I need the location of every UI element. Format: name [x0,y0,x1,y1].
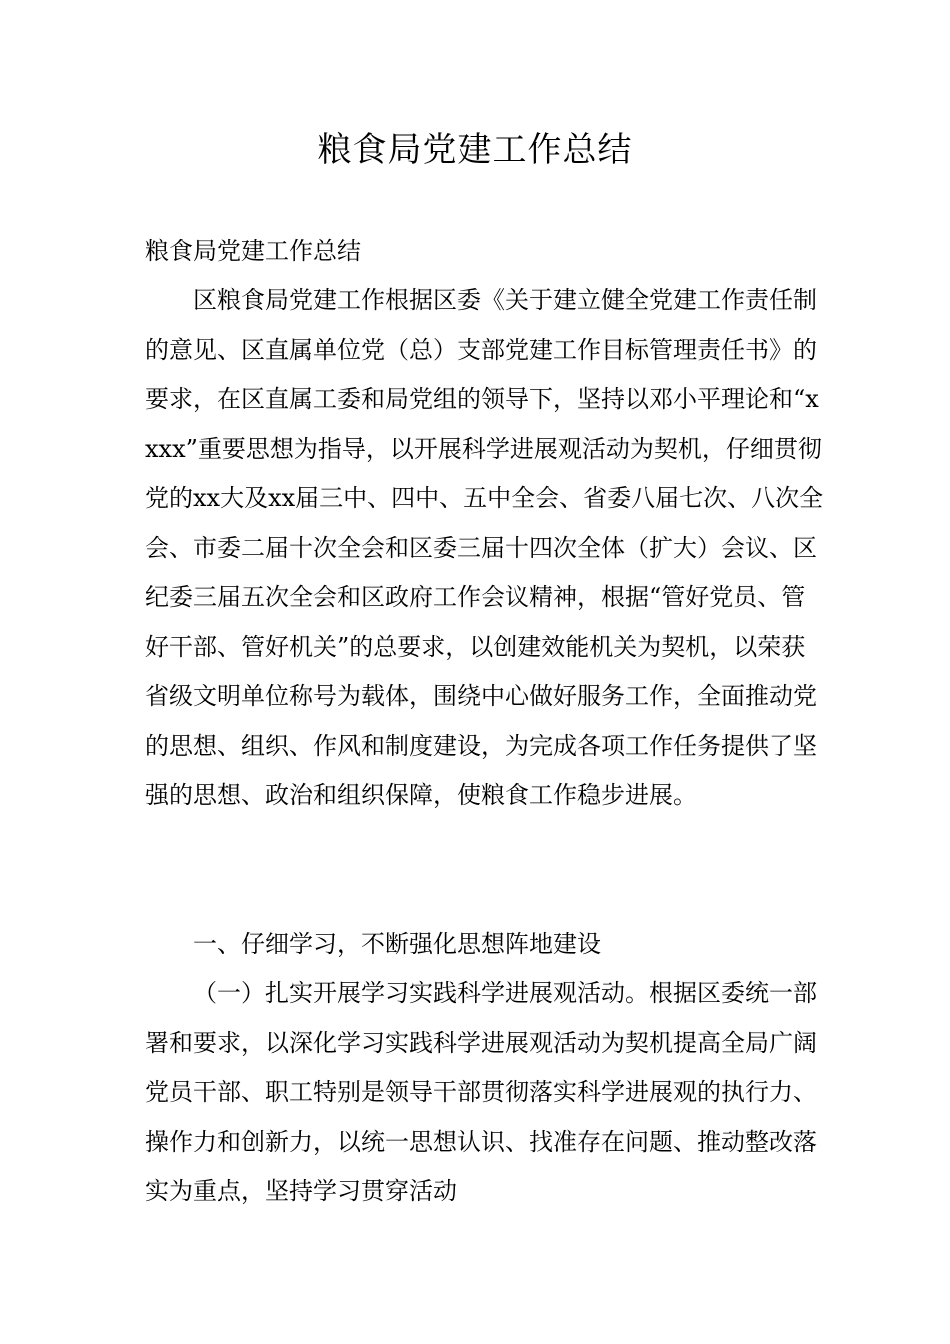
document-subtitle: 粮食局党建工作总结 [145,237,361,265]
paragraph-intro: 区粮食局党建工作根据区委《关于建立健全党建工作责任制的意见、区直属单位党（总）支部党建工作目标管理责任书》的要求，在区直属工委和局党组的领导下，坚持以邓小平理论和“xxxx”重要思想为指导，以开展科学进展观活动为契机，仔细贯彻党的xx大及xx届三中、四中、五中全会、省委八届七次、八次全会、市委二届十次全会和区委三届十四次全体（扩大）会议、区纪委三届五次全会和区政府工作会议精神，根据“管好党员、管好干部、管好机关”的总要求，以创建效能机关为契机，以荣获省级文明单位称号为载体，围绕中心做好服务工作，全面推动党的思想、组织、作风和制度建设，为完成各项工作任务提供了坚强的思想、政治和组织保障，使粮食工作稳步进展。 [145,286,824,809]
section-heading-1: 一、仔细学习，不断强化思想阵地建设 [193,930,601,958]
paragraph-section-1-1: （一）扎实开展学习实践科学进展观活动。根据区委统一部署和要求，以深化学习实践科学进展观活动为契机提高全局广阔党员干部、职工特别是领导干部贯彻落实科学进展观的执行力、操作力和创新力，以统一思想认识、找准存在问题、推动整改落实为重点，坚持学习贯穿活动 [145,979,817,1205]
document-title: 粮食局党建工作总结 [317,130,633,170]
